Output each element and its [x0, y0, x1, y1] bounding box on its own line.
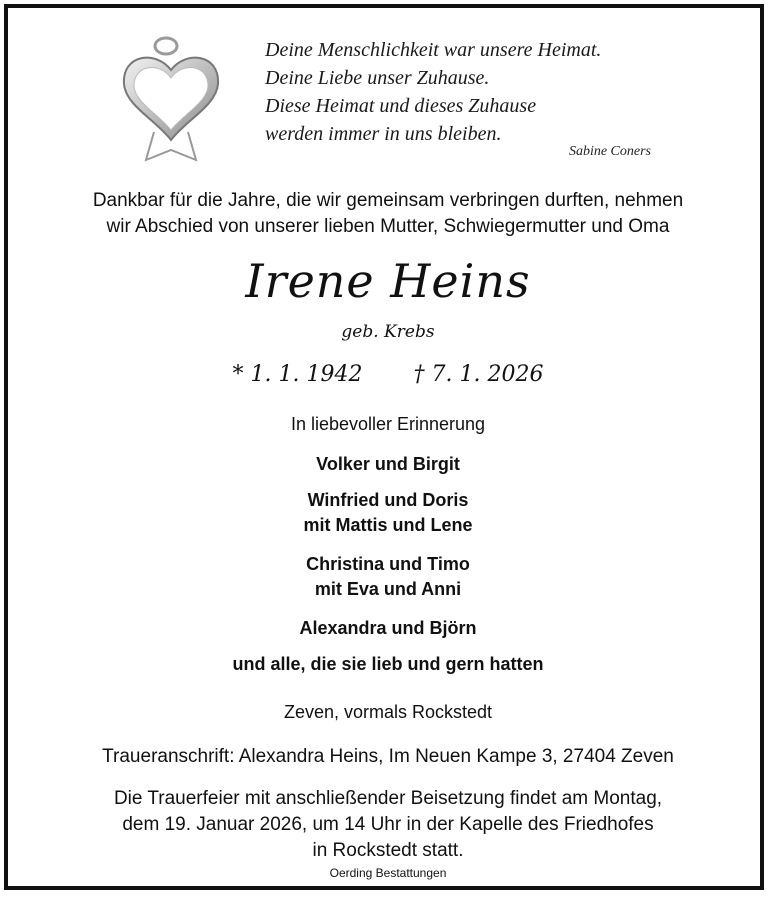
poem-line: werden immer in uns bleiben. — [265, 123, 502, 145]
life-dates — [0, 362, 776, 387]
place-line: Zeven, vormals Rockstedt — [283, 702, 493, 722]
memory-line: In liebevoller Erinnerung — [290, 414, 486, 434]
birth-date: * 1. 1. 1942 — [232, 362, 363, 387]
family-group — [0, 488, 776, 538]
poem — [265, 36, 665, 148]
poem-line: Diese Heimat und dieses Zuhause — [265, 95, 537, 117]
angel-heart-icon — [116, 32, 226, 167]
family-line: mit Eva und Anni — [314, 579, 462, 599]
poem-line: Deine Menschlichkeit war unsere Heimat. — [265, 39, 602, 61]
poem-line: Deine Liebe unser Zuhause. — [265, 67, 490, 89]
intro-line: wir Abschied von unserer lieben Mutter, Schwiegermutter und Oma — [106, 216, 670, 237]
family-group — [0, 452, 776, 477]
family-group — [0, 616, 776, 641]
intro-text — [0, 188, 776, 240]
poem-author: Sabine Coners — [568, 144, 651, 159]
ceremony-line: in Rockstedt statt. — [312, 840, 464, 861]
intro-line: Dankbar für die Jahre, die wir gemeinsam verbringen durften, nehmen — [92, 190, 684, 211]
family-line: Volker und Birgit — [316, 454, 460, 474]
family-line: Winfried und Doris — [307, 490, 469, 510]
ceremony-info — [0, 786, 776, 864]
ceremony-line: dem 19. Januar 2026, um 14 Uhr in der Kapelle des Friedhofes — [122, 814, 654, 835]
family-line: und alle, die sie lieb und gern hatten — [232, 654, 544, 674]
family-line: Christina und Timo — [306, 554, 470, 574]
death-date: † 7. 1. 2026 — [413, 362, 544, 387]
maiden-name: geb. Krebs — [341, 322, 435, 342]
mourning-address: Traueranschrift: Alexandra Heins, Im Neuen Kampe 3, 27404 Zeven — [102, 746, 674, 767]
family-group — [0, 552, 776, 602]
deceased-name: Irene Heins — [245, 254, 531, 308]
family-group — [0, 652, 776, 677]
family-line: Alexandra und Björn — [299, 618, 477, 638]
ceremony-line: Die Trauerfeier mit anschließender Beisetzung findet am Montag, — [113, 788, 663, 809]
family-line: mit Mattis und Lene — [303, 515, 473, 535]
undertaker: Oerding Bestattungen — [329, 866, 447, 880]
